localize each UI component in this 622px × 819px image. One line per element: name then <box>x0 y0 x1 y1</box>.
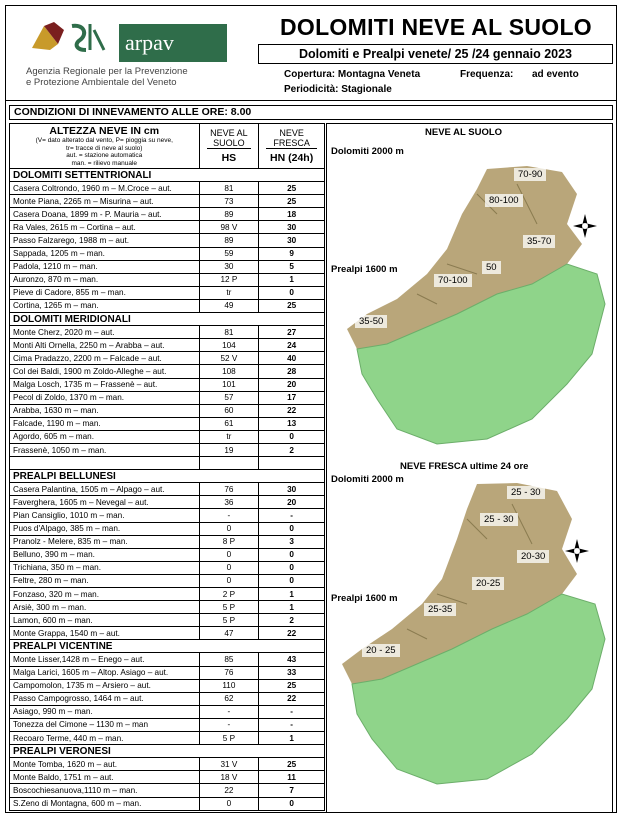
hs-cell: 47 <box>199 627 259 640</box>
station-cell: Casera Coltrondo, 1960 m – M.Croce – aut. <box>10 182 200 195</box>
table-row <box>10 666 325 679</box>
hn-cell: 25 <box>259 182 325 195</box>
hn-cell: 11 <box>259 771 325 784</box>
header-station <box>10 124 200 169</box>
hn-cell <box>259 457 325 470</box>
map2-dolomiti-label: Dolomiti 2000 m <box>331 474 404 485</box>
table-row <box>10 299 325 312</box>
map1-tag: 50 <box>482 261 501 274</box>
header-title: ALTEZZA NEVE IN cm <box>49 125 160 137</box>
table-row <box>10 195 325 208</box>
table-row <box>10 234 325 247</box>
hn-cell: 30 <box>259 483 325 496</box>
station-cell: Arabba, 1630 m – man. <box>10 404 200 417</box>
hn-cell: 33 <box>259 666 325 679</box>
header-hn-line1: NEVE <box>279 128 304 138</box>
station-cell: Padola, 1210 m – man. <box>10 260 200 273</box>
station-cell: Monte Grappa, 1540 m – aut. <box>10 627 200 640</box>
table-row <box>10 339 325 352</box>
station-cell: Faverghera, 1605 m – Nevegal – aut. <box>10 496 200 509</box>
hn-cell: 28 <box>259 365 325 378</box>
header-hn-code: HN (24h) <box>270 152 314 164</box>
map2-tag: 20-25 <box>472 577 504 590</box>
map1-tag: 70-100 <box>434 274 472 287</box>
hn-cell: 30 <box>259 221 325 234</box>
station-cell: Auronzo, 870 m – man. <box>10 273 200 286</box>
table-row <box>10 732 325 745</box>
hs-cell: 76 <box>199 483 259 496</box>
map2-tag: 25 - 30 <box>507 486 545 499</box>
hs-cell: 12 P <box>199 273 259 286</box>
table-row <box>10 771 325 784</box>
section-header-row <box>10 470 325 483</box>
table-row <box>10 784 325 797</box>
hs-cell: 5 P <box>199 732 259 745</box>
station-cell: Ra Vales, 2615 m – Cortina – aut. <box>10 221 200 234</box>
table-row <box>10 365 325 378</box>
station-cell: Belluno, 390 m – man. <box>10 548 200 561</box>
header-note-3: aut. = stazione automatica <box>66 152 143 159</box>
map2-image <box>327 479 612 799</box>
station-cell: Monte Piana, 2265 m – Misurina – aut. <box>10 195 200 208</box>
station-cell: S.Zeno di Montagna, 600 m – man. <box>10 797 200 810</box>
hs-cell: 8 P <box>199 535 259 548</box>
hn-cell: 2 <box>259 443 325 456</box>
conditions-title: CONDIZIONI DI INNEVAMENTO ALLE ORE: 8.00 <box>9 105 613 120</box>
section-title: DOLOMITI MERIDIONALI <box>10 313 325 326</box>
hs-cell: 110 <box>199 679 259 692</box>
hn-cell: 20 <box>259 378 325 391</box>
hs-cell: 2 P <box>199 588 259 601</box>
table-row <box>10 653 325 666</box>
station-cell: Cortina, 1265 m – man. <box>10 299 200 312</box>
hn-cell: 5 <box>259 260 325 273</box>
lion-logo-icon <box>24 18 114 56</box>
hn-cell: - <box>259 509 325 522</box>
station-cell: Fonzaso, 320 m – man. <box>10 588 200 601</box>
map1-dolomiti-label: Dolomiti 2000 m <box>331 146 404 157</box>
hn-cell: 3 <box>259 535 325 548</box>
frequenza-value: ad evento <box>532 69 579 80</box>
station-cell: Boscochiesanuova,1110 m – man. <box>10 784 200 797</box>
table-row <box>10 221 325 234</box>
map2-tag: 25-35 <box>424 603 456 616</box>
table-row <box>10 718 325 731</box>
hs-cell: 19 <box>199 443 259 456</box>
hn-cell: 2 <box>259 614 325 627</box>
hs-cell: 98 V <box>199 221 259 234</box>
header-hs <box>199 124 259 169</box>
hn-cell: 9 <box>259 247 325 260</box>
table-row <box>10 260 325 273</box>
compass-rose-icon <box>565 539 589 563</box>
table-row <box>10 601 325 614</box>
hn-cell: 1 <box>259 273 325 286</box>
station-cell: Feltre, 280 m – man. <box>10 574 200 587</box>
station-cell: Agordo, 605 m – man. <box>10 430 200 443</box>
station-cell: Puos d'Alpago, 385 m – man. <box>10 522 200 535</box>
arpav-logo <box>14 12 248 100</box>
station-cell: Monte Baldo, 1751 m – aut. <box>10 771 200 784</box>
station-cell: Casera Palantina, 1505 m – Alpago – aut. <box>10 483 200 496</box>
periodicita-text: Periodicità: Stagionale <box>284 84 392 95</box>
hn-cell: 0 <box>259 286 325 299</box>
map1-tag: 80-100 <box>485 194 523 207</box>
hn-cell: 13 <box>259 417 325 430</box>
table-row <box>10 548 325 561</box>
station-cell: Monti Alti Ornella, 2250 m – Arabba – aut. <box>10 339 200 352</box>
hs-cell: 30 <box>199 260 259 273</box>
hs-cell: 0 <box>199 561 259 574</box>
hn-cell: - <box>259 705 325 718</box>
hs-cell: 60 <box>199 404 259 417</box>
station-cell: Pranolz - Melere, 835 m – man. <box>10 535 200 548</box>
header-hs-line1: NEVE AL <box>210 128 248 138</box>
table-row <box>10 496 325 509</box>
hs-cell: 108 <box>199 365 259 378</box>
station-cell: Trichiana, 350 m – man. <box>10 561 200 574</box>
station-cell: Frassenè, 1050 m – man. <box>10 443 200 456</box>
map2-tag: 25 - 30 <box>480 513 518 526</box>
compass-rose-icon <box>573 214 597 238</box>
page-title: DOLOMITI NEVE AL SUOLO <box>279 14 592 40</box>
station-cell: Asiago, 990 m – man. <box>10 705 200 718</box>
table-row <box>10 404 325 417</box>
map1-tag: 35-70 <box>523 235 555 248</box>
station-cell: Malga Larici, 1605 m – Altop. Asiago – aut. <box>10 666 200 679</box>
hs-cell: 0 <box>199 548 259 561</box>
station-cell: Pian Cansiglio, 1010 m – man. <box>10 509 200 522</box>
hs-cell: 76 <box>199 666 259 679</box>
station-cell <box>10 457 200 470</box>
hs-cell: 31 V <box>199 758 259 771</box>
hn-cell: 25 <box>259 758 325 771</box>
hs-cell: 22 <box>199 784 259 797</box>
bulletin-subtitle: Dolomiti e Prealpi venete/ 25 /24 gennaio 2023 <box>258 44 613 64</box>
station-cell: Cima Pradazzo, 2200 m – Falcade – aut. <box>10 352 200 365</box>
hn-cell: 22 <box>259 627 325 640</box>
map1-image <box>327 154 612 454</box>
station-cell: Falcade, 1190 m – man. <box>10 417 200 430</box>
hs-cell: 59 <box>199 247 259 260</box>
table-row <box>10 627 325 640</box>
frequenza-label: Frequenza: <box>460 69 514 80</box>
hn-cell: 17 <box>259 391 325 404</box>
section-title: DOLOMITI SETTENTRIONALI <box>10 169 325 182</box>
table-row <box>10 457 325 470</box>
station-cell: Monte Lisser,1428 m – Enego – aut. <box>10 653 200 666</box>
station-cell: Col dei Baldi, 1900 m Zoldo-Alleghe – aut. <box>10 365 200 378</box>
hs-cell: 62 <box>199 692 259 705</box>
station-cell: Passo Falzarego, 1988 m – aut. <box>10 234 200 247</box>
agency-name <box>26 66 188 88</box>
map1-prealpi-label: Prealpi 1600 m <box>331 264 398 275</box>
header-note-4: man. = rilievo manuale <box>71 159 138 167</box>
section-title: PREALPI BELLUNESI <box>10 470 325 483</box>
hs-cell: tr <box>199 286 259 299</box>
table-row <box>10 417 325 430</box>
table-row <box>10 535 325 548</box>
section-header-row <box>10 313 325 326</box>
hs-cell: 52 V <box>199 352 259 365</box>
hn-cell: - <box>259 718 325 731</box>
header-hn-line2: FRESCA <box>266 138 317 149</box>
table-row <box>10 273 325 286</box>
table-row <box>10 247 325 260</box>
table-row <box>10 758 325 771</box>
hn-cell: 20 <box>259 496 325 509</box>
map1-tag: 70-90 <box>514 168 546 181</box>
hn-cell: 0 <box>259 574 325 587</box>
section-header-row <box>10 640 325 653</box>
section-header-row <box>10 169 325 182</box>
agency-line-2: e Protezione Ambientale del Veneto <box>26 77 177 88</box>
hs-cell: - <box>199 705 259 718</box>
hn-cell: 30 <box>259 234 325 247</box>
hs-cell: 0 <box>199 574 259 587</box>
hn-cell: 40 <box>259 352 325 365</box>
table-row <box>10 509 325 522</box>
table-row <box>10 679 325 692</box>
hn-cell: 0 <box>259 561 325 574</box>
table-row <box>10 614 325 627</box>
hn-cell: 25 <box>259 195 325 208</box>
header-hn <box>259 124 325 169</box>
hs-cell: 49 <box>199 299 259 312</box>
hs-cell: 36 <box>199 496 259 509</box>
hs-cell: 101 <box>199 378 259 391</box>
table-row <box>10 705 325 718</box>
table-row <box>10 208 325 221</box>
station-cell: Malga Losch, 1735 m – Frassenè – aut. <box>10 378 200 391</box>
station-cell: Lamon, 600 m – man. <box>10 614 200 627</box>
maps-panel <box>326 123 613 813</box>
header-hs-line2: SUOLO <box>207 138 252 149</box>
table-row <box>10 797 325 810</box>
map2-title: NEVE FRESCA ultime 24 ore <box>400 461 529 472</box>
hs-cell: - <box>199 509 259 522</box>
hn-cell: 0 <box>259 522 325 535</box>
copertura-text: Copertura: Montagna Veneta <box>284 69 421 80</box>
table-row <box>10 391 325 404</box>
station-cell: Arsiè, 300 m – man. <box>10 601 200 614</box>
map1-tag: 35-50 <box>355 315 387 328</box>
hs-cell: 57 <box>199 391 259 404</box>
hn-cell: 0 <box>259 797 325 810</box>
station-cell: Tonezza del Cimone – 1130 m – man <box>10 718 200 731</box>
map2-tag: 20 - 25 <box>362 644 400 657</box>
table-row <box>10 182 325 195</box>
hs-cell: 104 <box>199 339 259 352</box>
table-row <box>10 692 325 705</box>
table-row <box>10 378 325 391</box>
hn-cell: 7 <box>259 784 325 797</box>
hs-cell: 18 V <box>199 771 259 784</box>
header-divider <box>5 100 617 101</box>
hs-cell: 89 <box>199 208 259 221</box>
station-cell: Pecol di Zoldo, 1370 m – man. <box>10 391 200 404</box>
hs-cell: tr <box>199 430 259 443</box>
table-row <box>10 574 325 587</box>
map2-tag: 20-30 <box>517 550 549 563</box>
map2-prealpi-label: Prealpi 1600 m <box>331 593 398 604</box>
hn-cell: 0 <box>259 548 325 561</box>
table-row <box>10 443 325 456</box>
hn-cell: 25 <box>259 679 325 692</box>
table-row <box>10 522 325 535</box>
table-header-row <box>10 124 325 169</box>
hn-cell: 18 <box>259 208 325 221</box>
table-row <box>10 483 325 496</box>
table-row <box>10 352 325 365</box>
section-title: PREALPI VICENTINE <box>10 640 325 653</box>
hn-cell: 1 <box>259 588 325 601</box>
station-cell: Monte Cherz, 2020 m – aut. <box>10 326 200 339</box>
header-hs-code: HS <box>221 152 237 164</box>
section-title: PREALPI VERONESI <box>10 745 325 758</box>
hn-cell: 22 <box>259 404 325 417</box>
table-row <box>10 430 325 443</box>
hn-cell: 0 <box>259 430 325 443</box>
hn-cell: 24 <box>259 339 325 352</box>
hn-cell: 25 <box>259 299 325 312</box>
table-row <box>10 326 325 339</box>
hs-cell: 5 P <box>199 614 259 627</box>
header-note-1: (V= dato alterato dal vento, P= pioggia su neve, <box>35 137 173 144</box>
station-cell: Recoaro Terme, 440 m – man. <box>10 732 200 745</box>
hs-cell: 5 P <box>199 601 259 614</box>
hs-cell: 85 <box>199 653 259 666</box>
hs-cell: 73 <box>199 195 259 208</box>
hs-cell: 0 <box>199 797 259 810</box>
station-cell: Sappada, 1205 m – man. <box>10 247 200 260</box>
header-note-2: tr= tracce di neve al suolo) <box>66 144 143 152</box>
hs-cell: - <box>199 718 259 731</box>
hs-cell: 81 <box>199 182 259 195</box>
agency-line-1: Agenzia Regionale per la Prevenzione <box>26 66 188 77</box>
hs-cell: 61 <box>199 417 259 430</box>
station-cell: Pieve di Cadore, 855 m – man. <box>10 286 200 299</box>
hn-cell: 1 <box>259 601 325 614</box>
section-header-row <box>10 745 325 758</box>
hs-cell: 89 <box>199 234 259 247</box>
station-cell: Casera Doana, 1899 m - P. Mauria – aut. <box>10 208 200 221</box>
logo-wordmark: arpav <box>119 24 227 62</box>
hs-cell <box>199 457 259 470</box>
station-cell: Monte Tomba, 1620 m – aut. <box>10 758 200 771</box>
table-row <box>10 286 325 299</box>
station-cell: Campomolon, 1735 m – Arsiero – aut. <box>10 679 200 692</box>
snow-table <box>9 123 325 811</box>
hn-cell: 1 <box>259 732 325 745</box>
hn-cell: 43 <box>259 653 325 666</box>
hn-cell: 22 <box>259 692 325 705</box>
station-cell: Passo Campogrosso, 1464 m – aut. <box>10 692 200 705</box>
map1-title: NEVE AL SUOLO <box>425 127 503 138</box>
hs-cell: 0 <box>199 522 259 535</box>
hs-cell: 81 <box>199 326 259 339</box>
hn-cell: 27 <box>259 326 325 339</box>
table-row <box>10 561 325 574</box>
table-row <box>10 588 325 601</box>
